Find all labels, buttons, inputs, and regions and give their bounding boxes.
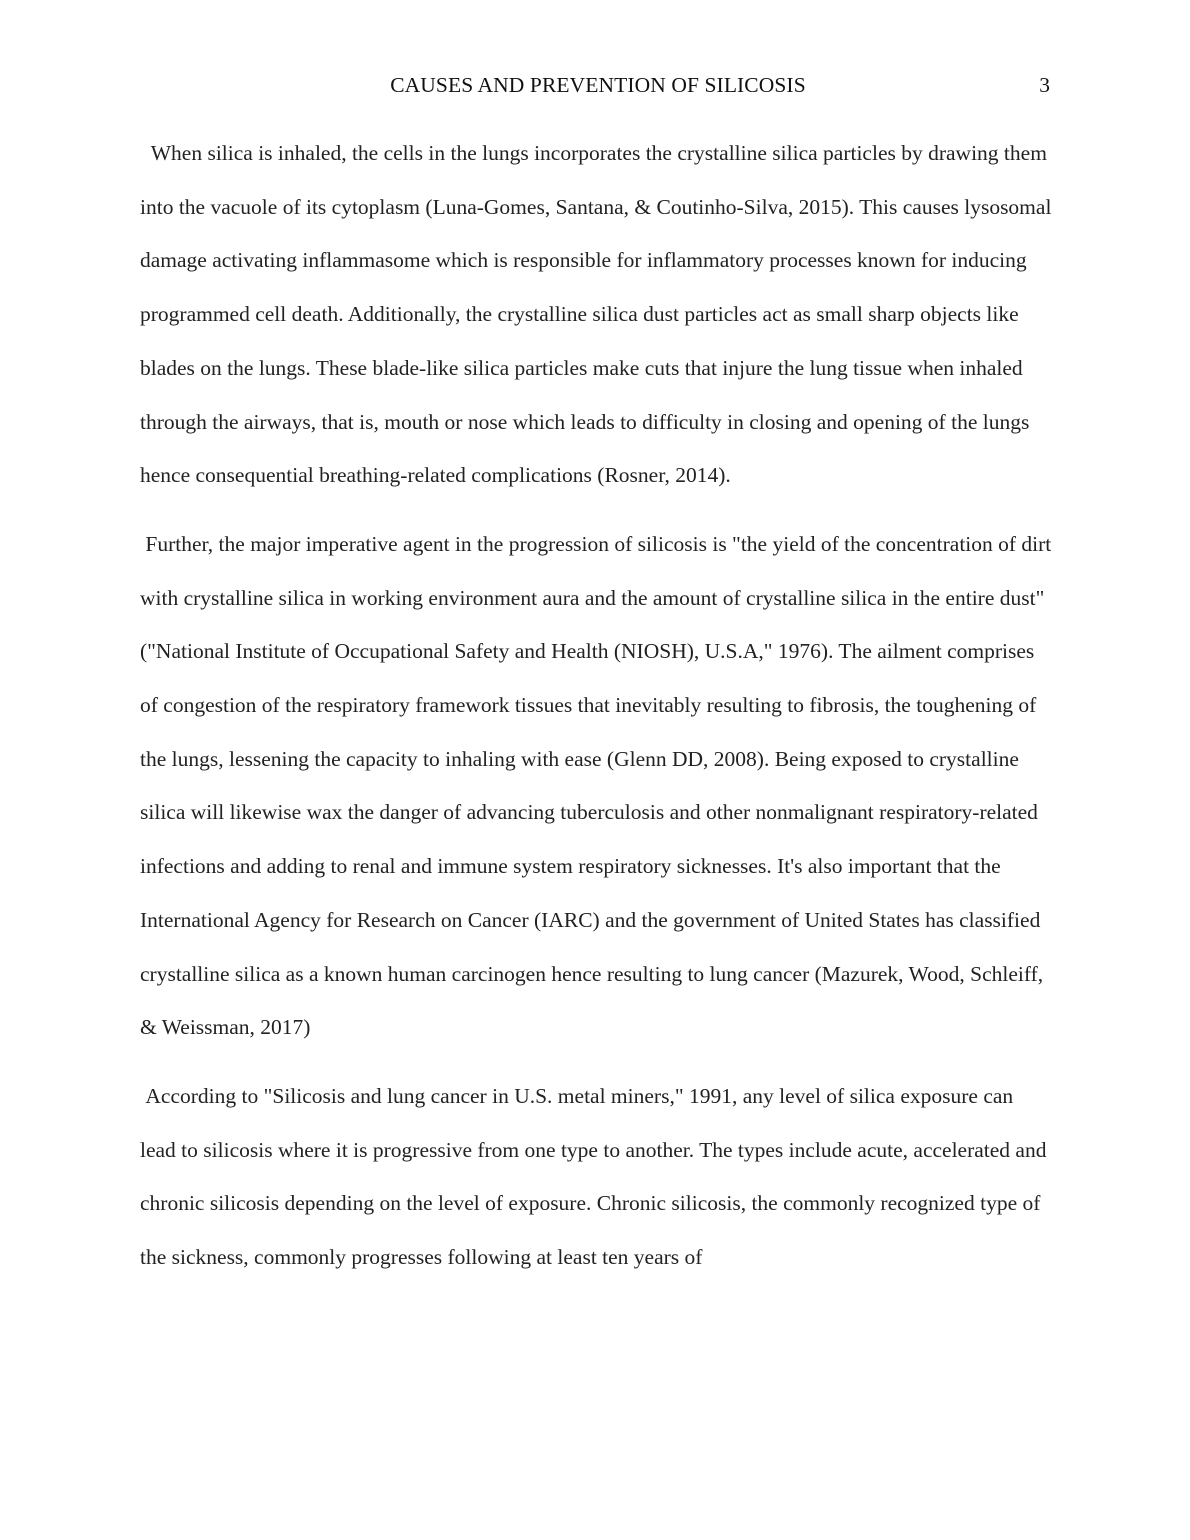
running-head (0, 70, 1190, 100)
paragraph-3: According to "Silicosis and lung cancer in U.S. metal miners," 1991, any level of silica exposure can lead to silicosis where it is progressive from one type to another. The types include acute, accelerated and chronic silicosis depending on the level of exposure. Chronic silicosis, the commonly recognized type of the sickness, commonly progresses following at least ten years of (140, 1083, 1052, 1270)
paragraph-1: When silica is inhaled, the cells in the lungs incorporates the crystalline silica particles by drawing them into the vacuole of its cytoplasm (Luna-Gomes, Santana, & Coutinho-Silva, 2015). This causes lysosomal damage activating inflammasome which is responsible for inflammatory processes known for inducing programmed cell death. Additionally, the crystalline silica dust particles act as small sharp objects like blades on the lungs. These blade-like silica particles make cuts that injure the lung tissue when inhaled through the airways, that is, mouth or nose which leads to difficulty in closing and opening of the lungs hence consequential breathing-related complications (Rosner, 2014). (140, 141, 1057, 488)
body-text (140, 127, 1057, 1285)
page-title: CAUSES AND PREVENTION OF SILICOSIS (390, 73, 806, 97)
page-number: 3 (1039, 73, 1050, 97)
paragraph-2: Further, the major imperative agent in the progression of silicosis is "the yield of the concentration of dirt with crystalline silica in working environment aura and the amount of crystalline silica in the entire dust"("National Institute of Occupational Safety and Health (NIOSH), U.S.A," 1976). The ailment comprises of congestion of the respiratory framework tissues that inevitably resulting to fibrosis, the toughening of the lungs, lessening the capacity to inhaling with ease (Glenn DD, 2008). Being exposed to crystalline silica will likewise wax the danger of advancing tuberculosis and other nonmalignant respiratory-related infections and adding to renal and immune system respiratory sicknesses. It's also important that the International Agency for Research on Cancer (IARC) and the government of United States has classified crystalline silica as a known human carcinogen hence resulting to lung cancer (Mazurek, Wood, Schleiff, & Weissman, 2017) (140, 531, 1057, 1040)
